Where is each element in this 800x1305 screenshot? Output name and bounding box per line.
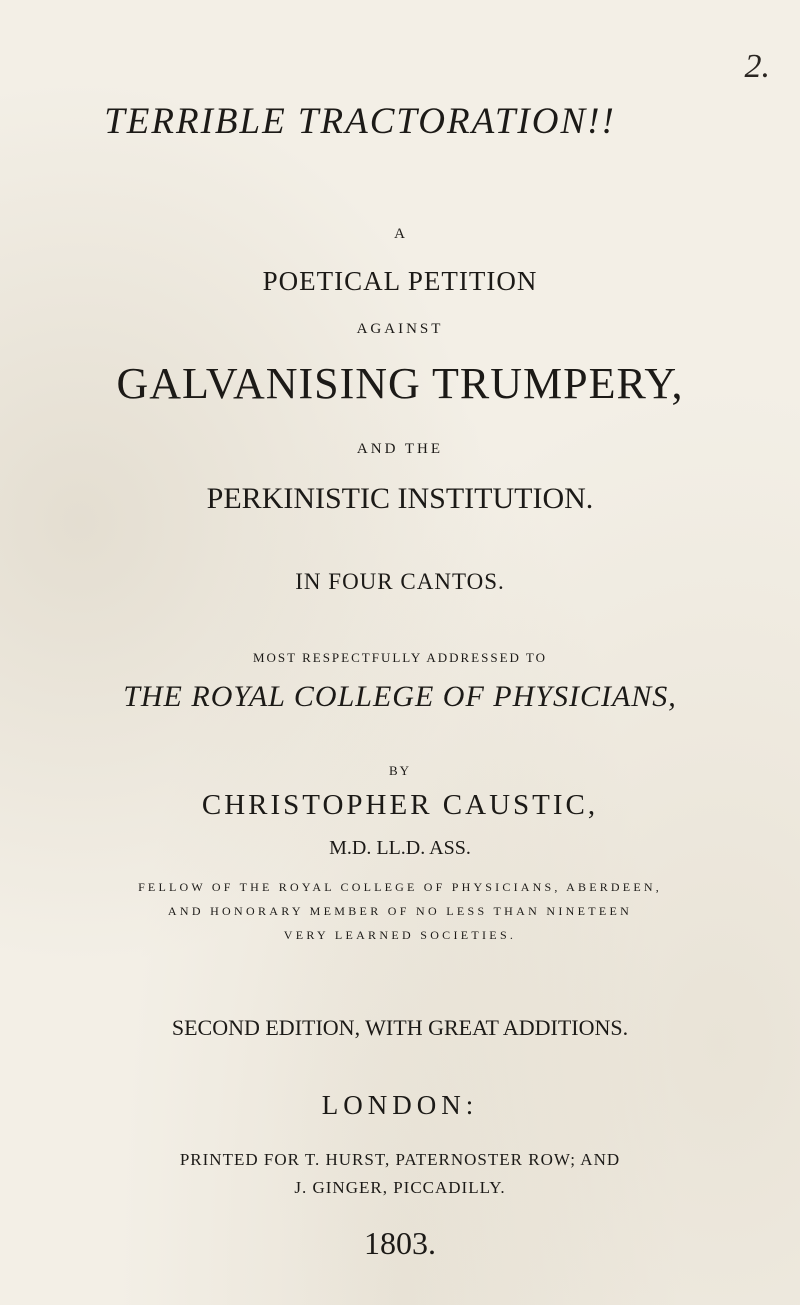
page-number: 2. <box>744 48 770 85</box>
title-cantos: IN FOUR CANTOS. <box>295 569 505 594</box>
dedication-line: MOST RESPECTFULLY ADDRESSED TO <box>252 650 548 665</box>
author-degrees: M.D. LL.D. ASS. <box>329 837 471 859</box>
imprint-printer: PRINTED FOR T. HURST, PATERNOSTER ROW; AND <box>179 1150 621 1169</box>
title-article: A <box>394 226 406 242</box>
imprint-city: LONDON: <box>321 1090 479 1120</box>
edition-note: SECOND EDITION, WITH GREAT ADDITIONS. <box>171 1015 629 1040</box>
main-title: TERRIBLE TRACTORATION!! <box>104 101 616 142</box>
author-credential: AND HONORARY MEMBER OF NO LESS THAN NINETEEN <box>167 904 633 918</box>
title-against: AGAINST <box>356 321 444 337</box>
title-petition: POETICAL PETITION <box>262 266 538 296</box>
title-perkinistic: PERKINISTIC INSTITUTION. <box>206 482 594 515</box>
author-credential: VERY LEARNED SOCIETIES. <box>283 928 517 942</box>
title-and-the: AND THE <box>356 441 444 457</box>
author-name: CHRISTOPHER CAUSTIC, <box>201 789 599 821</box>
author-credential: FELLOW OF THE ROYAL COLLEGE OF PHYSICIANS, ABERDEEN, <box>138 880 662 894</box>
imprint-seller: J. GINGER, PICCADILLY. <box>294 1178 506 1197</box>
imprint-year: 1803. <box>364 1225 436 1261</box>
dedication-college: THE ROYAL COLLEGE OF PHYSICIANS, <box>123 680 677 713</box>
title-galvanising: GALVANISING TRUMPERY, <box>116 359 684 408</box>
author-by: BY <box>388 763 412 778</box>
